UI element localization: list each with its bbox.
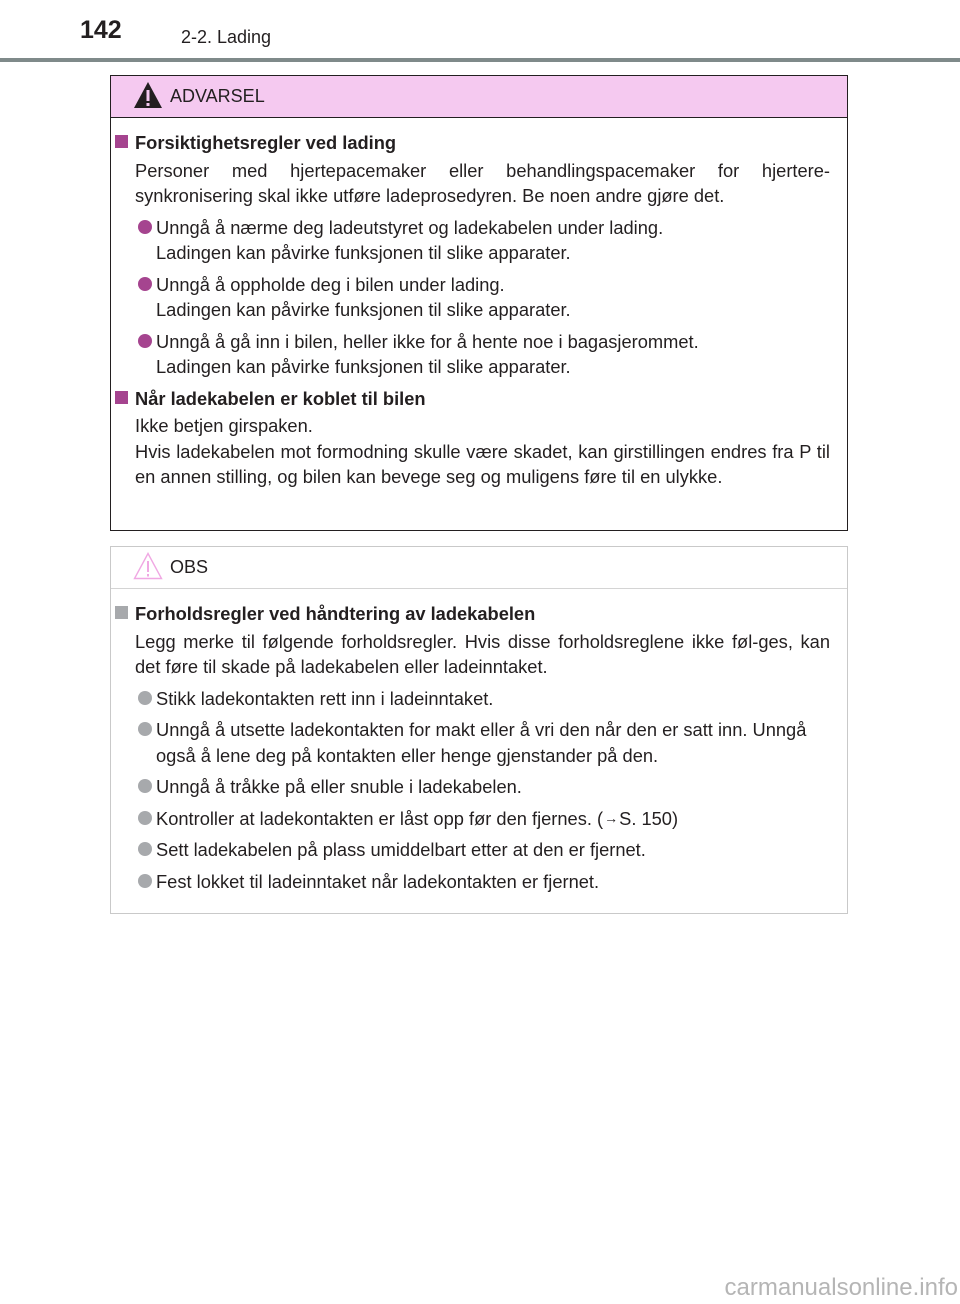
round-bullet-icon (138, 277, 152, 291)
list-item (111, 215, 847, 266)
page-number: 142 (80, 16, 122, 44)
header-rule (0, 58, 960, 62)
arrow-right-icon: → (604, 809, 619, 826)
list-item (111, 837, 847, 863)
warning-paragraph-gear: Hvis ladekabelen mot formodning skulle være skadet, kan girstillingen endres fra P til en annen stilling, og bilen kan bevege seg og muligens føre til en ulykke. (135, 440, 830, 487)
notice-box (110, 546, 848, 914)
round-bullet-icon (138, 811, 152, 825)
warning-paragraph-gear-line1: Ikke betjen girspaken. (135, 415, 313, 436)
notice-box-body (111, 601, 847, 900)
watermark: carmanualsonline.info (724, 1274, 958, 1301)
square-bullet-icon (115, 606, 128, 619)
bullet-line: Unngå å oppholde deg i bilen under lading. (156, 273, 505, 295)
heading-text: Forsiktighetsregler ved lading (135, 132, 397, 153)
notice-box-header (111, 547, 847, 589)
list-item (111, 869, 847, 895)
bullet-text: Unngå å utsette ladekontakten for makt eller å vri den når den er satt inn. Unngå også å lene deg på kontakten eller henge gjenstander på den. (156, 719, 807, 766)
round-bullet-icon (138, 220, 152, 234)
notice-label: OBS (170, 557, 209, 577)
warning-label: ADVARSEL (170, 86, 265, 106)
bullet-line: Unngå å gå inn i bilen, heller ikke for å hente noe i bagasjerommet. (156, 330, 699, 352)
warning-triangle-icon (133, 81, 163, 109)
warning-heading-cable-connected (111, 386, 847, 412)
heading-text: Forholdsregler ved håndtering av ladekabelen (135, 603, 536, 624)
warning-box-body (111, 130, 847, 496)
bullet-text: Stikk ladekontakten rett inn i ladeinntaket. (156, 687, 494, 709)
round-bullet-icon (138, 779, 152, 793)
square-bullet-icon (115, 135, 128, 148)
bullet-text: Fest lokket til ladeinntaket når ladekontakten er fjernet. (156, 870, 600, 892)
bullet-line: Ladingen kan påvirke funksjonen til slike apparater. (156, 356, 571, 377)
round-bullet-icon (138, 334, 152, 348)
page-header (0, 0, 960, 60)
list-item-reference (111, 806, 847, 832)
round-bullet-icon (138, 842, 152, 856)
caution-triangle-icon (133, 552, 163, 580)
list-item (111, 774, 847, 800)
page-reference-link[interactable]: S. 150) (619, 807, 679, 829)
warning-box-header (111, 76, 847, 118)
round-bullet-icon (138, 691, 152, 705)
bullet-text: Sett ladekabelen på plass umiddelbart etter at den er fjernet. (156, 839, 646, 860)
round-bullet-icon (138, 874, 152, 888)
bullet-ref-prefix: Kontroller at ladekontakten er låst opp før den fjernes. ( (156, 807, 604, 829)
section-title: 2-2. Lading (181, 27, 272, 47)
round-bullet-icon (138, 722, 152, 736)
bullet-text (156, 806, 839, 832)
list-item (111, 329, 847, 380)
list-item (111, 686, 847, 712)
bullet-line: Ladingen kan påvirke funksjonen til slike apparater. (156, 242, 571, 263)
warning-heading-precautions (111, 130, 847, 156)
notice-heading (111, 601, 847, 627)
bullet-line: Ladingen kan påvirke funksjonen til slike apparater. (156, 299, 571, 320)
warning-box (110, 75, 848, 531)
warning-paragraph-pacemaker: Personer med hjertepacemaker eller behandlingspacemaker for hjertere-synkronisering skal ikke utføre ladeprosedyren. Be noen andre gjøre det. (135, 159, 830, 206)
list-item (111, 717, 847, 768)
list-item (111, 272, 847, 323)
heading-text: Når ladekabelen er koblet til bilen (135, 387, 426, 409)
bullet-line: Unngå å nærme deg ladeutstyret og ladekabelen under lading. (156, 216, 664, 238)
notice-paragraph: Legg merke til følgende forholdsregler. Hvis disse forholdsreglene ikke føl-ges, kan det føre til skade på ladekabelen eller ladeinntaket. (135, 630, 830, 677)
bullet-text: Unngå å tråkke på eller snuble i ladekabelen. (156, 776, 522, 797)
square-bullet-icon (115, 391, 128, 404)
